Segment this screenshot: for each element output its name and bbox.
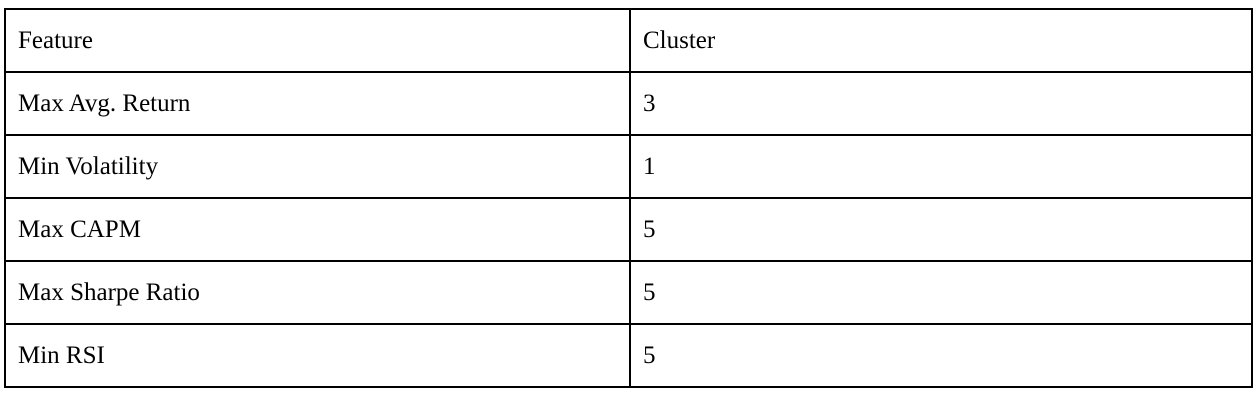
table-row — [5, 72, 1252, 135]
table-row — [5, 198, 1252, 261]
table-row — [5, 261, 1252, 324]
feature-cell: Max Avg. Return — [5, 72, 630, 135]
feature-cell: Max CAPM — [5, 198, 630, 261]
table-row — [5, 135, 1252, 198]
cluster-cell: 3 — [630, 72, 1252, 135]
feature-cluster-table — [4, 8, 1253, 388]
feature-cell: Min Volatility — [5, 135, 630, 198]
feature-cluster-table-container — [4, 8, 1253, 388]
feature-cell: Max Sharpe Ratio — [5, 261, 630, 324]
table-row — [5, 324, 1252, 387]
cluster-cell: 1 — [630, 135, 1252, 198]
feature-cell: Min RSI — [5, 324, 630, 387]
cluster-cell: 5 — [630, 261, 1252, 324]
cluster-cell: 5 — [630, 324, 1252, 387]
table-header-row — [5, 9, 1252, 72]
header-feature: Feature — [5, 9, 630, 72]
cluster-cell: 5 — [630, 198, 1252, 261]
header-cluster: Cluster — [630, 9, 1252, 72]
